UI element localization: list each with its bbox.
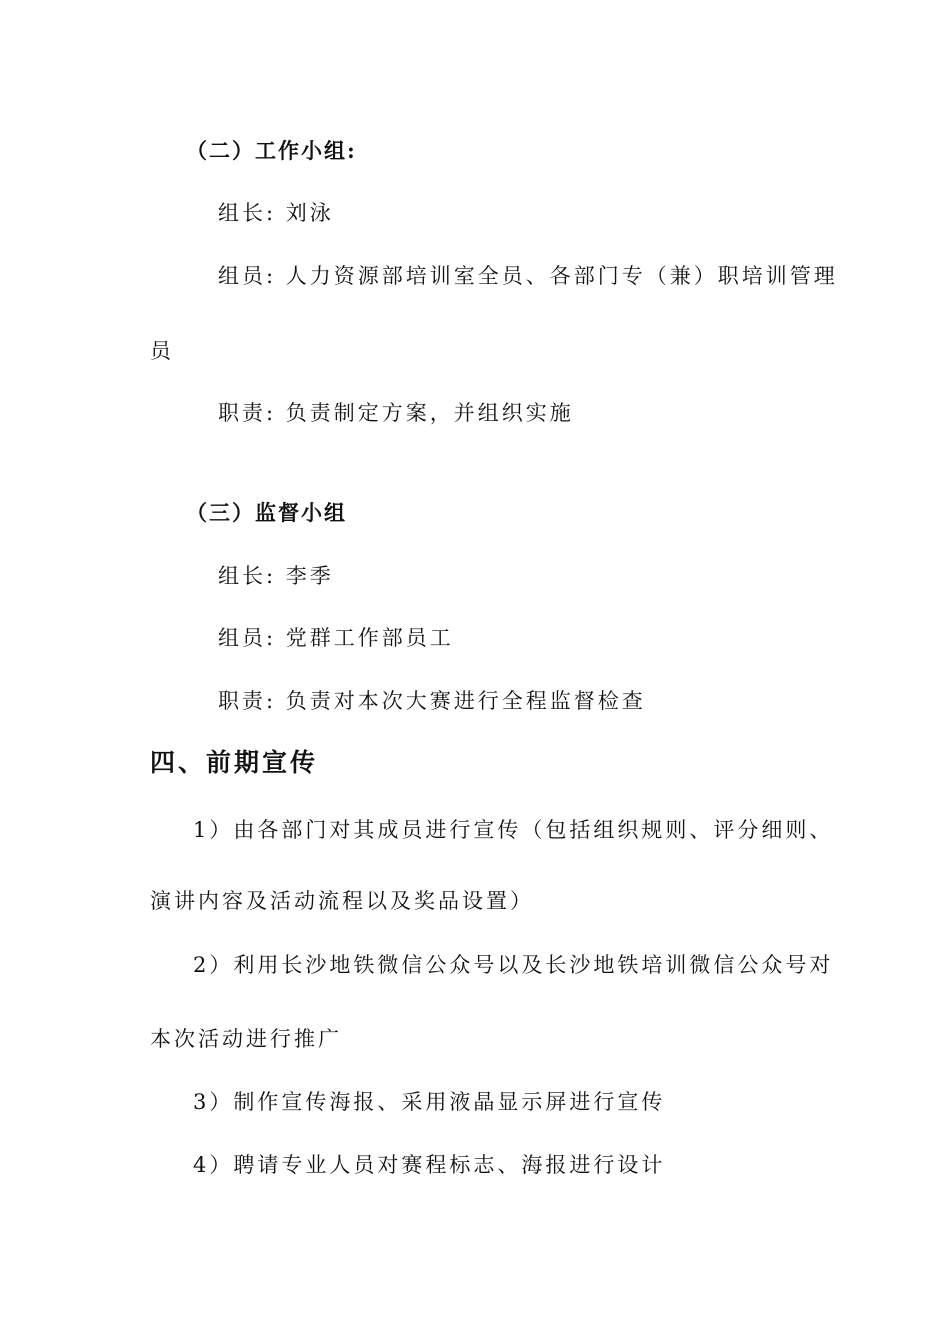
- work-group-members-continued: 员: [150, 339, 174, 363]
- supervision-group-leader: 组长: 李季: [218, 564, 334, 588]
- publicity-item-1-continued: 演讲内容及活动流程以及奖品设置）: [150, 889, 534, 913]
- supervision-group-heading: （三）监督小组: [186, 500, 347, 525]
- supervision-group-members: 组员: 党群工作部员工: [218, 626, 454, 650]
- work-group-heading: （二）工作小组:: [186, 138, 357, 163]
- supervision-group-duty: 职责: 负责对本次大赛进行全程监督检查: [218, 689, 646, 713]
- work-group-leader: 组长: 刘泳: [218, 201, 334, 225]
- work-group-members: 组员: 人力资源部培训室全员、各部门专（兼）职培训管理: [218, 264, 838, 288]
- publicity-item-2-continued: 本次活动进行推广: [150, 1027, 342, 1051]
- publicity-item-2: 2）利用长沙地铁微信公众号以及长沙地铁培训微信公众号对: [193, 953, 834, 977]
- publicity-item-4: 4）聘请专业人员对赛程标志、海报进行设计: [193, 1153, 666, 1177]
- work-group-duty: 职责: 负责制定方案，并组织实施: [218, 401, 574, 425]
- section-heading-publicity: 四、前期宣传: [150, 748, 319, 777]
- publicity-item-1: 1）由各部门对其成员进行宣传（包括组织规则、评分细则、: [193, 818, 834, 842]
- publicity-item-3: 3）制作宣传海报、采用液晶显示屏进行宣传: [193, 1090, 666, 1114]
